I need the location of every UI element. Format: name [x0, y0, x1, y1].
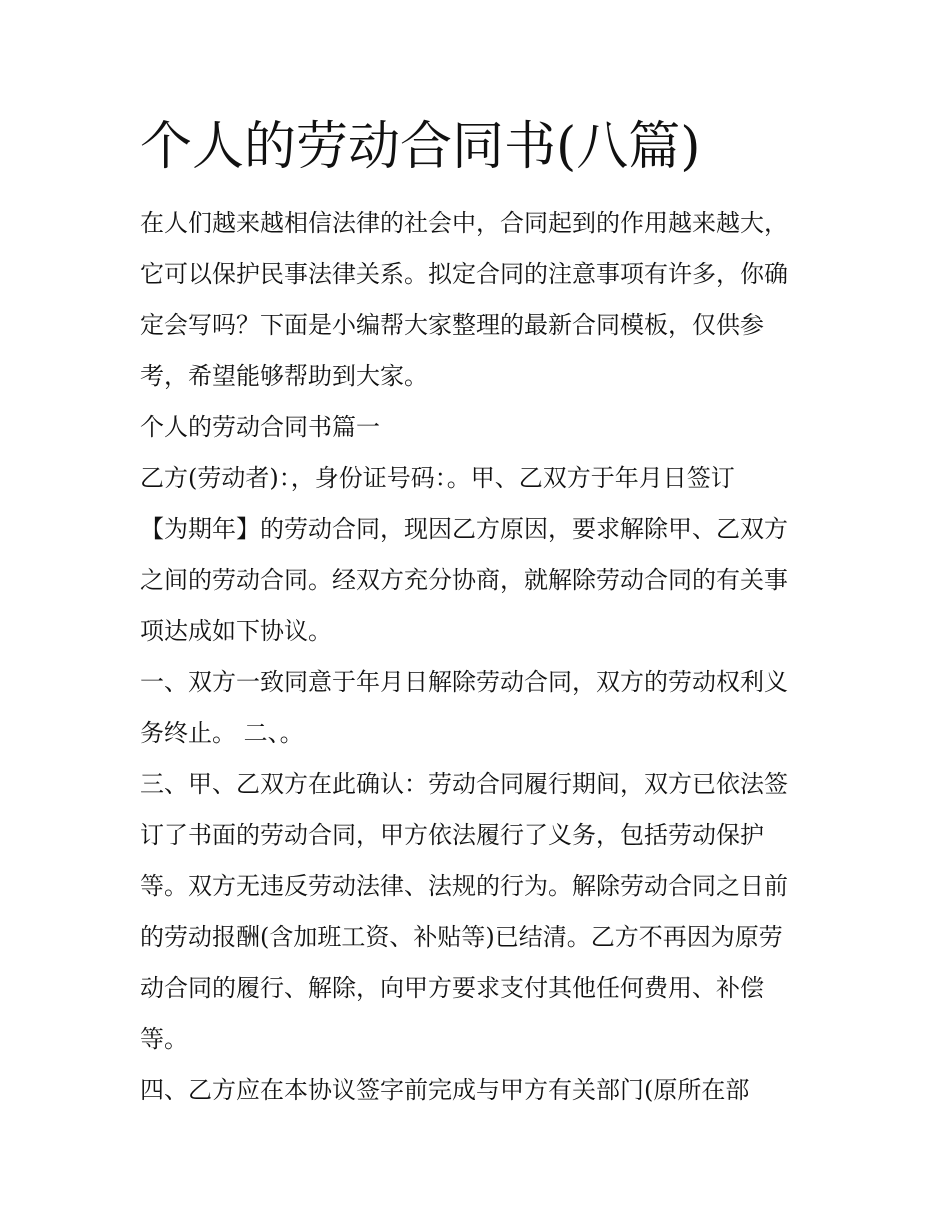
text-line: 等。双方无违反劳动法律、法规的行为。解除劳动合同之日前 — [140, 872, 788, 900]
text-line: 订了书面的劳动合同，甲方依法履行了义务，包括劳动保护 — [140, 821, 764, 849]
text-line: 务终止。 二、。 — [140, 719, 304, 747]
text-line: 三、甲、乙双方在此确认：劳动合同履行期间，双方已依法签 — [140, 770, 788, 798]
text-line: 项达成如下协议。 — [140, 617, 332, 645]
text-line: 它可以保护民事法律关系。拟定合同的注意事项有许多，你确 — [140, 260, 788, 288]
section-heading-text: 个人的劳动合同书篇一 — [140, 413, 380, 441]
text-line: 【为期年】的劳动合同，现因乙方原因，要求解除甲、乙双方 — [140, 515, 788, 543]
text-line: 之间的劳动合同。经双方充分协商，就解除劳动合同的有关事 — [140, 566, 788, 594]
text-line: 四、乙方应在本协议签字前完成与甲方有关部门(原所在部 — [140, 1076, 750, 1104]
text-line: 定会写吗？下面是小编帮大家整理的最新合同模板，仅供参 — [140, 311, 764, 339]
text-line: 动合同的履行、解除，向甲方要求支付其他任何费用、补偿 — [140, 974, 764, 1002]
text-line: 乙方(劳动者)：，身份证号码：。甲、乙双方于年月日签订 — [140, 464, 735, 492]
section-heading — [140, 402, 380, 453]
clause-3 — [140, 759, 788, 1065]
clause-1 — [140, 657, 788, 759]
clause-4 — [140, 1065, 749, 1116]
text-line: 的劳动报酬(含加班工资、补贴等)已结清。乙方不再因为原劳 — [140, 923, 783, 951]
document-title: 个人的劳动合同书(八篇) — [140, 117, 701, 177]
party-paragraph — [140, 453, 788, 657]
text-line: 考，希望能够帮助到大家。 — [140, 362, 428, 390]
text-line: 等。 — [140, 1025, 188, 1053]
intro-paragraph — [140, 198, 788, 402]
text-line: 在人们越来越相信法律的社会中，合同起到的作用越来越大， — [140, 209, 788, 237]
text-line: 一、双方一致同意于年月日解除劳动合同，双方的劳动权利义 — [140, 668, 788, 696]
